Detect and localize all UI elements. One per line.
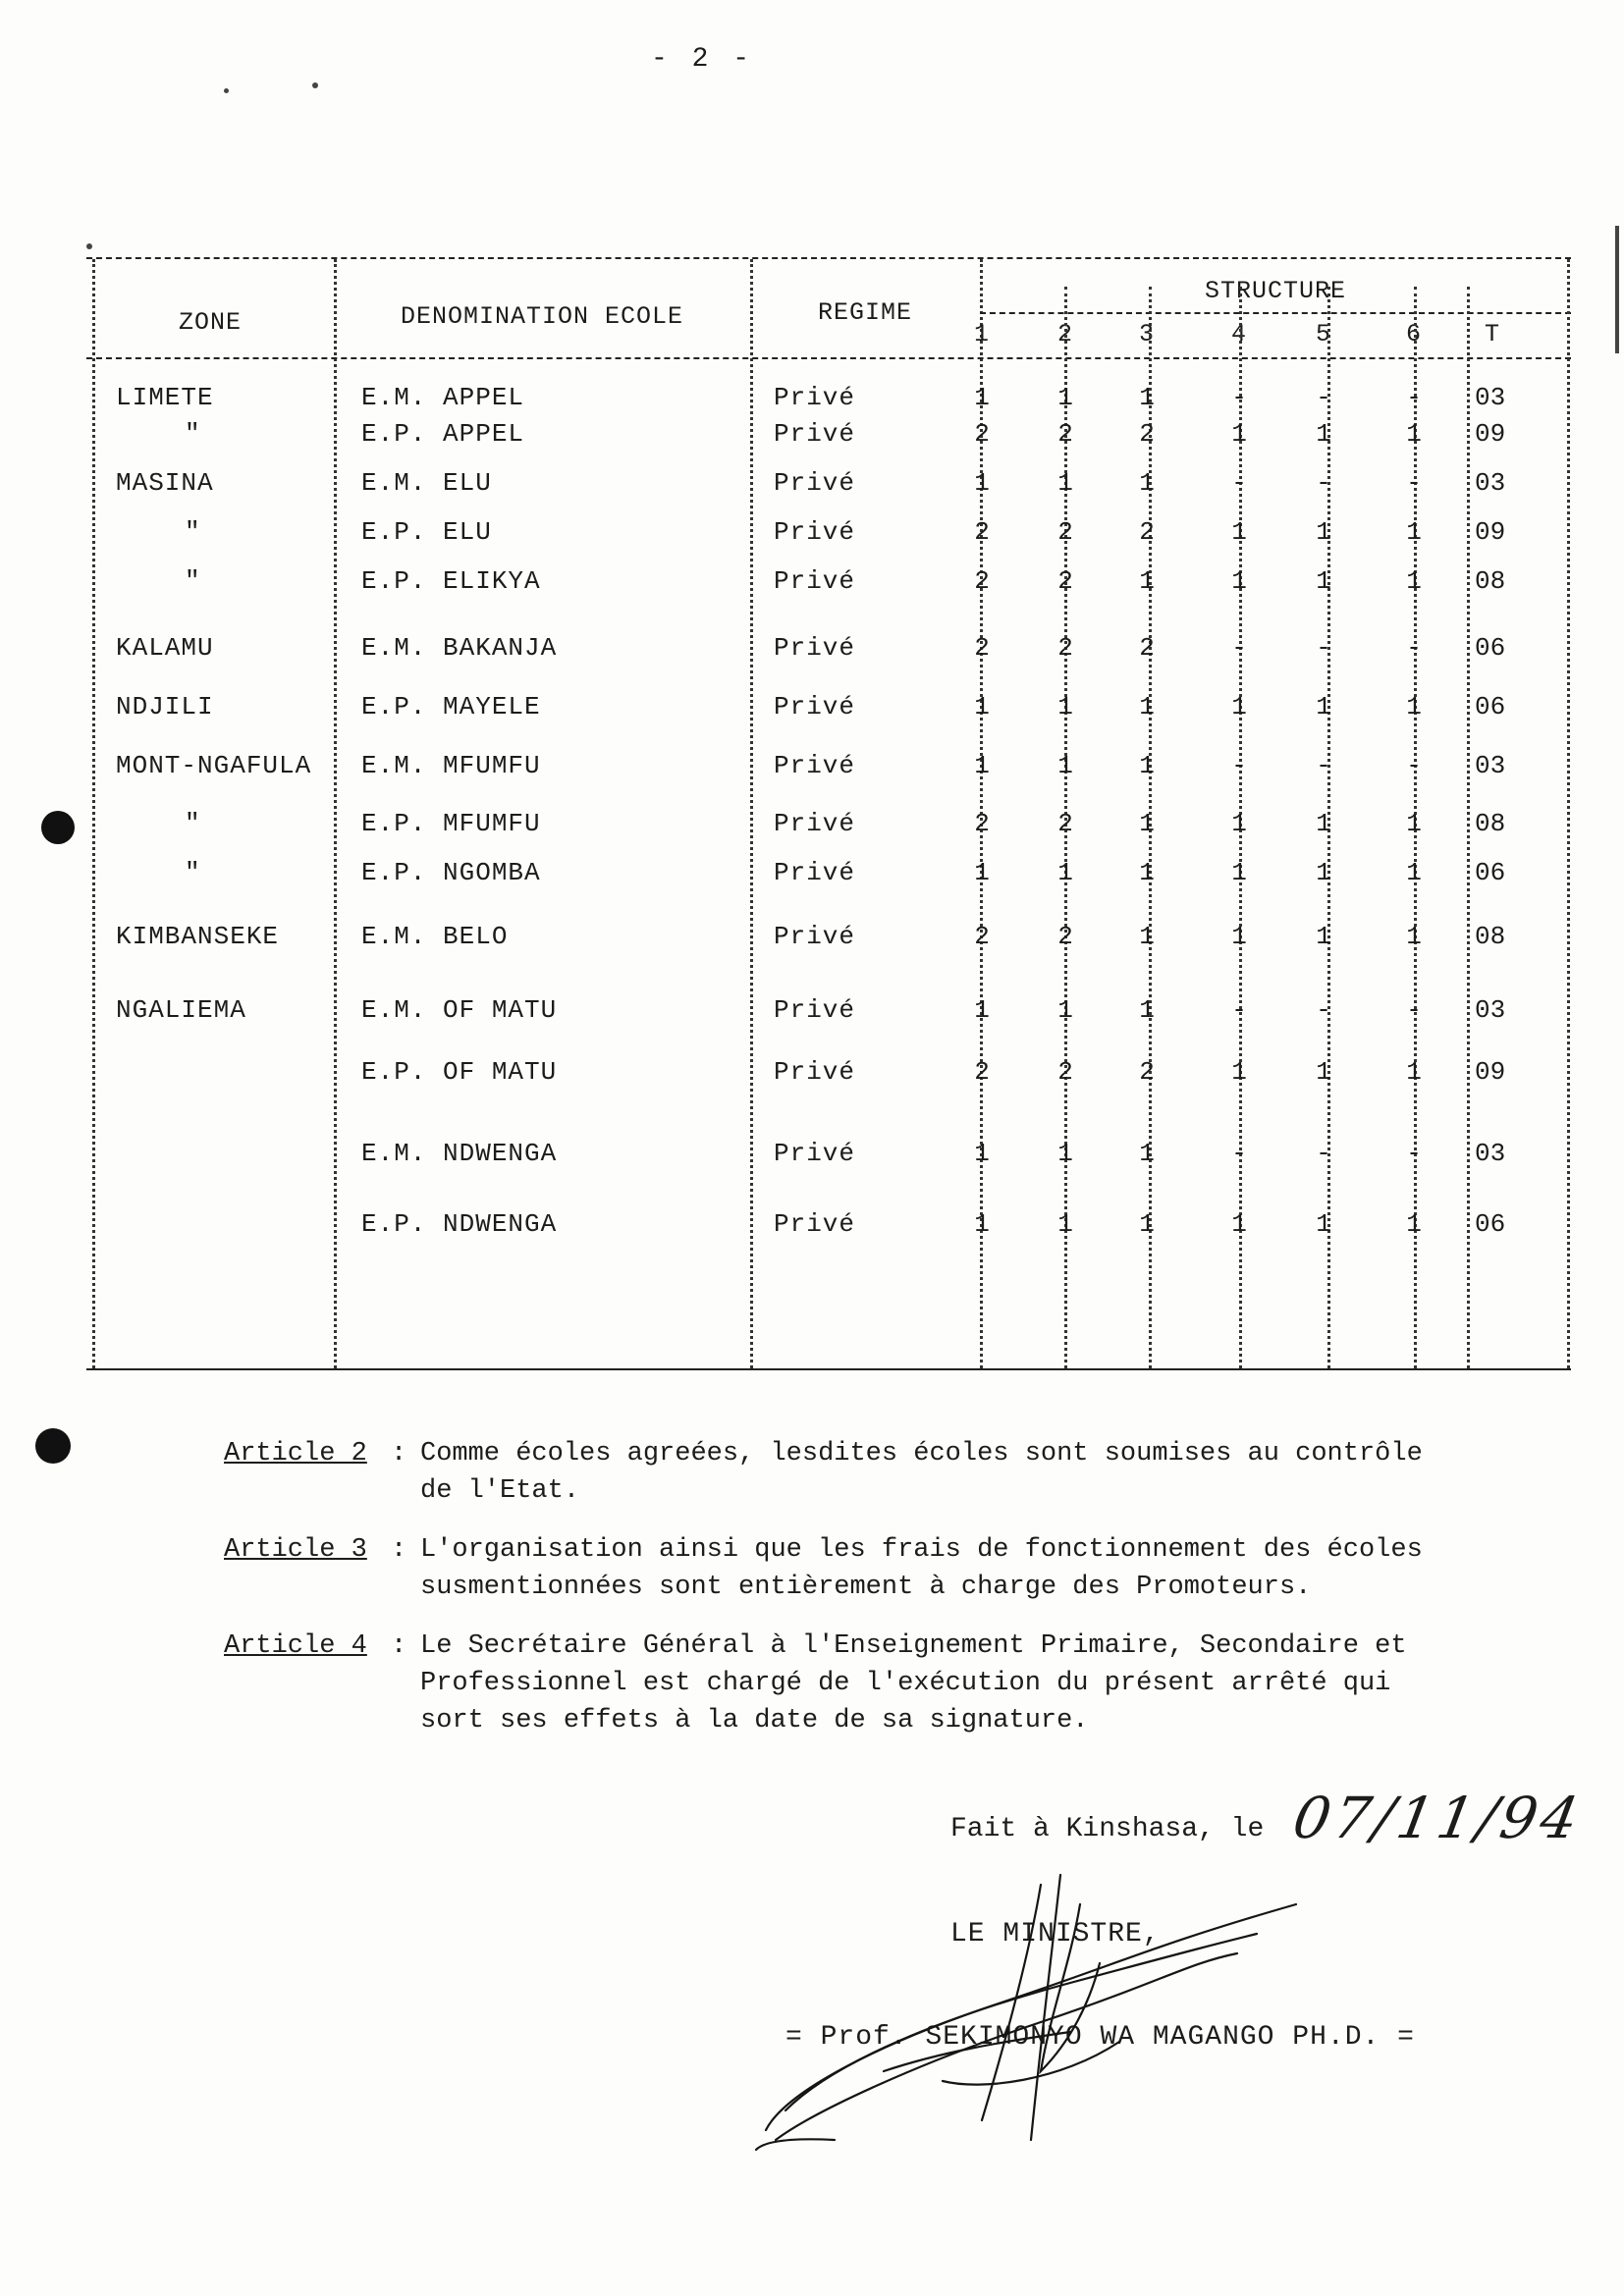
structure-value: 1 — [974, 858, 990, 887]
article-text: Comme écoles agreées, lesdites écoles sont soumises au contrôle de l'Etat. — [420, 1439, 1423, 1506]
regime-cell: Privé — [774, 1139, 856, 1168]
structure-value: 2 — [974, 517, 990, 547]
structure-value: 1 — [1316, 922, 1331, 951]
total-value: 03 — [1475, 383, 1506, 412]
page-number: - 2 - — [650, 44, 753, 75]
structure-value: - — [1406, 383, 1422, 412]
place-line: Fait à Kinshasa, le — [950, 1814, 1265, 1844]
structure-value: 1 — [1406, 1057, 1422, 1087]
punch-hole — [41, 811, 75, 844]
structure-col-header: 5 — [1315, 320, 1331, 348]
school-name-cell: E.M. BAKANJA — [361, 633, 558, 663]
structure-col-header: 4 — [1230, 320, 1247, 348]
speck — [224, 88, 229, 93]
zone-cell: MONT-NGAFULA — [116, 751, 312, 780]
structure-value: - — [1316, 383, 1331, 412]
total-value: 09 — [1475, 419, 1506, 449]
structure-value: 1 — [1406, 1209, 1422, 1239]
structure-value: - — [1406, 751, 1422, 780]
structure-value: - — [1316, 1139, 1331, 1168]
regime-cell: Privé — [774, 995, 856, 1025]
total-value: 03 — [1475, 995, 1506, 1025]
structure-value: 1 — [1139, 995, 1155, 1025]
header-zone: ZONE — [178, 308, 242, 337]
signatory-name: = Prof. SEKIMONYO WA MAGANGO PH.D. = — [785, 2022, 1415, 2053]
structure-value: - — [1231, 468, 1247, 498]
structure-value: 1 — [1057, 858, 1073, 887]
regime-cell: Privé — [774, 858, 856, 887]
structure-value: 1 — [1057, 995, 1073, 1025]
regime-cell: Privé — [774, 468, 856, 498]
structure-value: 1 — [1231, 858, 1247, 887]
structure-value: 1 — [1231, 809, 1247, 838]
school-name-cell: E.M. BELO — [361, 922, 509, 951]
structure-value: 1 — [1406, 858, 1422, 887]
structure-value: 1 — [1316, 692, 1331, 721]
structure-value: 2 — [1057, 1057, 1073, 1087]
school-name-cell: E.P. OF MATU — [361, 1057, 558, 1087]
total-value: 06 — [1475, 858, 1506, 887]
structure-value: 1 — [1316, 1209, 1331, 1239]
speck — [312, 82, 318, 88]
article-colon: : — [391, 1439, 407, 1468]
header-regime: REGIME — [817, 298, 912, 327]
total-value: 09 — [1475, 1057, 1506, 1087]
structure-value: 1 — [974, 995, 990, 1025]
structure-value: - — [1316, 633, 1331, 663]
zone-cell: KIMBANSEKE — [116, 922, 280, 951]
school-name-cell: E.P. NDWENGA — [361, 1209, 558, 1239]
structure-value: 1 — [1231, 419, 1247, 449]
structure-col-header: 1 — [973, 320, 990, 348]
structure-value: 2 — [1139, 517, 1155, 547]
structure-value: 1 — [1057, 383, 1073, 412]
structure-value: 1 — [1139, 1139, 1155, 1168]
structure-value: - — [1406, 468, 1422, 498]
school-name-cell: E.M. OF MATU — [361, 995, 558, 1025]
regime-cell: Privé — [774, 692, 856, 721]
structure-value: 1 — [1139, 383, 1155, 412]
table-right-edge — [1567, 259, 1570, 1368]
structure-col-header: 6 — [1405, 320, 1422, 348]
structure-value: 1 — [1057, 1209, 1073, 1239]
structure-value: 1 — [1139, 1209, 1155, 1239]
header-structure: STRUCTURE — [1204, 277, 1347, 305]
total-value: 03 — [1475, 468, 1506, 498]
structure-value: 2 — [974, 566, 990, 596]
zone-cell: " — [185, 809, 201, 838]
article-colon: : — [391, 1535, 407, 1565]
regime-cell: Privé — [774, 383, 856, 412]
school-name-cell: E.M. NDWENGA — [361, 1139, 558, 1168]
structure-value: 1 — [1139, 809, 1155, 838]
structure-value: 1 — [1139, 692, 1155, 721]
col-divider — [750, 259, 753, 1368]
school-name-cell: E.M. MFUMFU — [361, 751, 541, 780]
structure-value: 2 — [974, 633, 990, 663]
structure-value: 1 — [1406, 566, 1422, 596]
school-name-cell: E.M. ELU — [361, 468, 492, 498]
structure-value: 1 — [1057, 468, 1073, 498]
structure-value: 2 — [1057, 566, 1073, 596]
structure-value: 2 — [1057, 633, 1073, 663]
total-value: 06 — [1475, 633, 1506, 663]
structure-value: 1 — [974, 1209, 990, 1239]
structure-value: 1 — [1139, 566, 1155, 596]
structure-col-divider — [1467, 287, 1470, 1368]
structure-value: 2 — [974, 419, 990, 449]
structure-value: 1 — [1406, 419, 1422, 449]
table-left-edge — [92, 259, 95, 1368]
structure-value: 1 — [1231, 566, 1247, 596]
signature-scribble — [746, 1845, 1316, 2160]
school-name-cell: E.P. ELU — [361, 517, 492, 547]
structure-value: 1 — [1406, 809, 1422, 838]
zone-cell: NGALIEMA — [116, 995, 246, 1025]
structure-value: - — [1231, 383, 1247, 412]
structure-value: 2 — [1139, 633, 1155, 663]
header-divider — [86, 357, 1571, 359]
structure-value: 2 — [1057, 517, 1073, 547]
total-value: 09 — [1475, 517, 1506, 547]
article — [224, 1531, 1500, 1606]
handwritten-date: 07/11/94 — [1288, 1785, 1588, 1851]
structure-value: 1 — [1057, 751, 1073, 780]
structure-value: 1 — [974, 692, 990, 721]
structure-value: 1 — [1316, 858, 1331, 887]
structure-value: 1 — [1231, 1057, 1247, 1087]
regime-cell: Privé — [774, 419, 856, 449]
structure-value: 1 — [1231, 922, 1247, 951]
total-value: 08 — [1475, 809, 1506, 838]
school-name-cell: E.M. APPEL — [361, 383, 525, 412]
total-value: 08 — [1475, 922, 1506, 951]
zone-cell: " — [185, 858, 201, 887]
col-divider — [334, 259, 337, 1368]
structure-value: - — [1231, 751, 1247, 780]
structure-value: - — [1316, 995, 1331, 1025]
structure-value: 2 — [974, 922, 990, 951]
structure-value: 2 — [1057, 419, 1073, 449]
structure-value: 1 — [1057, 1139, 1073, 1168]
speck — [86, 243, 92, 249]
regime-cell: Privé — [774, 922, 856, 951]
structure-col-header: 2 — [1056, 320, 1073, 348]
structure-value: 1 — [974, 751, 990, 780]
structure-value: 1 — [1406, 922, 1422, 951]
school-name-cell: E.P. NGOMBA — [361, 858, 541, 887]
structure-value: 1 — [1316, 566, 1331, 596]
zone-cell: " — [185, 566, 201, 596]
total-value: 08 — [1475, 566, 1506, 596]
structure-value: - — [1316, 468, 1331, 498]
total-value: 03 — [1475, 1139, 1506, 1168]
structure-value: 2 — [1057, 922, 1073, 951]
zone-cell: " — [185, 419, 201, 449]
article-label: Article 2 — [224, 1439, 367, 1468]
school-name-cell: E.P. MFUMFU — [361, 809, 541, 838]
structure-value: 1 — [1231, 517, 1247, 547]
articles — [224, 1435, 1500, 1761]
structure-value: 1 — [1231, 692, 1247, 721]
structure-value: - — [1316, 751, 1331, 780]
structure-value: 1 — [1139, 468, 1155, 498]
structure-value: 1 — [1316, 809, 1331, 838]
structure-value: 1 — [1316, 517, 1331, 547]
edge-mark — [1615, 226, 1619, 353]
total-value: 06 — [1475, 692, 1506, 721]
school-name-cell: E.P. ELIKYA — [361, 566, 541, 596]
article — [224, 1435, 1500, 1510]
structure-value: 1 — [1139, 922, 1155, 951]
zone-cell: LIMETE — [116, 383, 214, 412]
structure-value: - — [1231, 633, 1247, 663]
article-colon: : — [391, 1631, 407, 1661]
header-denomination: DENOMINATION ECOLE — [400, 302, 684, 331]
structure-value: - — [1406, 633, 1422, 663]
school-name-cell: E.P. MAYELE — [361, 692, 541, 721]
structure-value: 1 — [974, 1139, 990, 1168]
structure-value: 1 — [1406, 517, 1422, 547]
structure-value: 1 — [1139, 751, 1155, 780]
structure-value: - — [1231, 1139, 1247, 1168]
regime-cell: Privé — [774, 1209, 856, 1239]
structure-value: - — [1231, 995, 1247, 1025]
structure-value: - — [1406, 995, 1422, 1025]
structure-value: 2 — [1057, 809, 1073, 838]
minister-title: LE MINISTRE, — [950, 1919, 1161, 1949]
regime-cell: Privé — [774, 517, 856, 547]
zone-cell: NDJILI — [116, 692, 214, 721]
zone-cell: " — [185, 517, 201, 547]
schools-table — [86, 257, 1571, 1370]
school-name-cell: E.P. APPEL — [361, 419, 525, 449]
structure-value: 1 — [1231, 1209, 1247, 1239]
structure-col-header: T — [1484, 320, 1500, 348]
regime-cell: Privé — [774, 809, 856, 838]
structure-value: 2 — [974, 1057, 990, 1087]
zone-cell: KALAMU — [116, 633, 214, 663]
structure-col-header: 3 — [1138, 320, 1155, 348]
structure-value: 1 — [1139, 858, 1155, 887]
article-label: Article 3 — [224, 1535, 367, 1565]
structure-value: 1 — [1057, 692, 1073, 721]
structure-value: 1 — [974, 468, 990, 498]
punch-hole — [35, 1428, 71, 1464]
structure-value: 1 — [1406, 692, 1422, 721]
total-value: 03 — [1475, 751, 1506, 780]
structure-value: 2 — [1139, 419, 1155, 449]
structure-value: 1 — [1316, 1057, 1331, 1087]
article — [224, 1628, 1500, 1739]
regime-cell: Privé — [774, 1057, 856, 1087]
article-label: Article 4 — [224, 1631, 367, 1661]
zone-cell: MASINA — [116, 468, 214, 498]
structure-value: - — [1406, 1139, 1422, 1168]
structure-value: 2 — [1139, 1057, 1155, 1087]
structure-value: 1 — [974, 383, 990, 412]
structure-value: 1 — [1316, 419, 1331, 449]
regime-cell: Privé — [774, 751, 856, 780]
structure-value: 2 — [974, 809, 990, 838]
article-text: L'organisation ainsi que les frais de fonctionnement des écoles susmentionnées sont entièrement à charge des Promoteurs. — [420, 1535, 1423, 1602]
regime-cell: Privé — [774, 566, 856, 596]
article-text: Le Secrétaire Général à l'Enseignement Primaire, Secondaire et Professionnel est chargé de l'exécution du présent arrêté qui sort ses effets à la date de sa signature. — [420, 1631, 1407, 1735]
structure-underline — [980, 312, 1571, 314]
total-value: 06 — [1475, 1209, 1506, 1239]
regime-cell: Privé — [774, 633, 856, 663]
